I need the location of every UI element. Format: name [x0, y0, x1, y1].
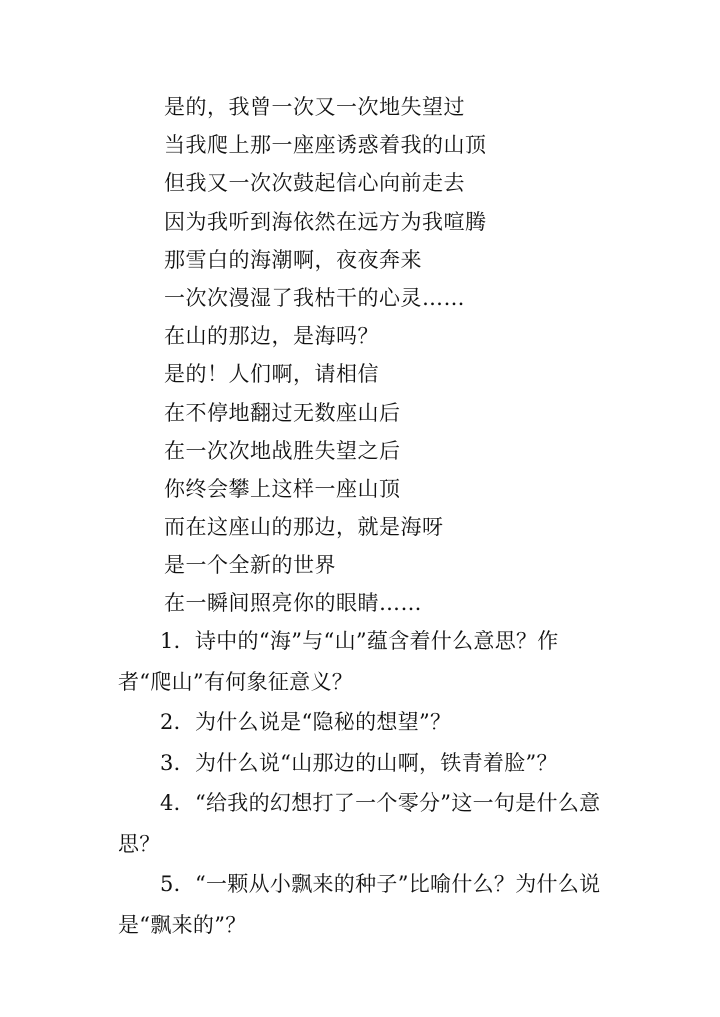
poem-line: 在山的那边，是海吗？ [164, 324, 379, 349]
poem-line: 在不停地翻过无数座山后 [164, 400, 401, 425]
poem-line: 当我爬上那一座座诱惑着我的山顶 [164, 133, 487, 158]
poem-line: 那雪白的海潮啊，夜夜奔来 [164, 247, 422, 272]
poem-line: 是一个全新的世界 [164, 553, 336, 578]
poem-line: 而在这座山的那边，就是海呀 [164, 515, 444, 540]
question-2: 2．为什么说是“隐秘的想望”？ [160, 710, 452, 734]
question-4: 4．“给我的幻想打了一个零分”这一句是什么意思？ [118, 791, 601, 856]
poem-line: 但我又一次次鼓起信心向前走去 [164, 171, 465, 196]
poem-line: 你终会攀上这样一座山顶 [164, 476, 401, 501]
question-1: 1．诗中的“海”与“山”蕴含着什么意思？作者“爬山”有何象征意义？ [118, 629, 559, 694]
question-5: 5．“一颗从小飘来的种子”比喻什么？为什么说是“飘来的”？ [118, 872, 601, 937]
poem-line: 在一瞬间照亮你的眼睛…… [164, 591, 422, 616]
question-3: 3．为什么说“山那边的山啊，铁青着脸”？ [160, 750, 558, 775]
poem-line: 一次次漫湿了我枯干的心灵…… [164, 285, 465, 310]
poem-line: 是的，我曾一次又一次地失望过 [164, 95, 465, 119]
poem-line: 是的！人们啊，请相信 [164, 362, 379, 387]
poem-line: 因为我听到海依然在远方为我喧腾 [164, 209, 487, 234]
question-list [118, 621, 606, 945]
poem-line: 在一次次地战胜失望之后 [164, 438, 401, 463]
poem-excerpt [164, 88, 664, 623]
